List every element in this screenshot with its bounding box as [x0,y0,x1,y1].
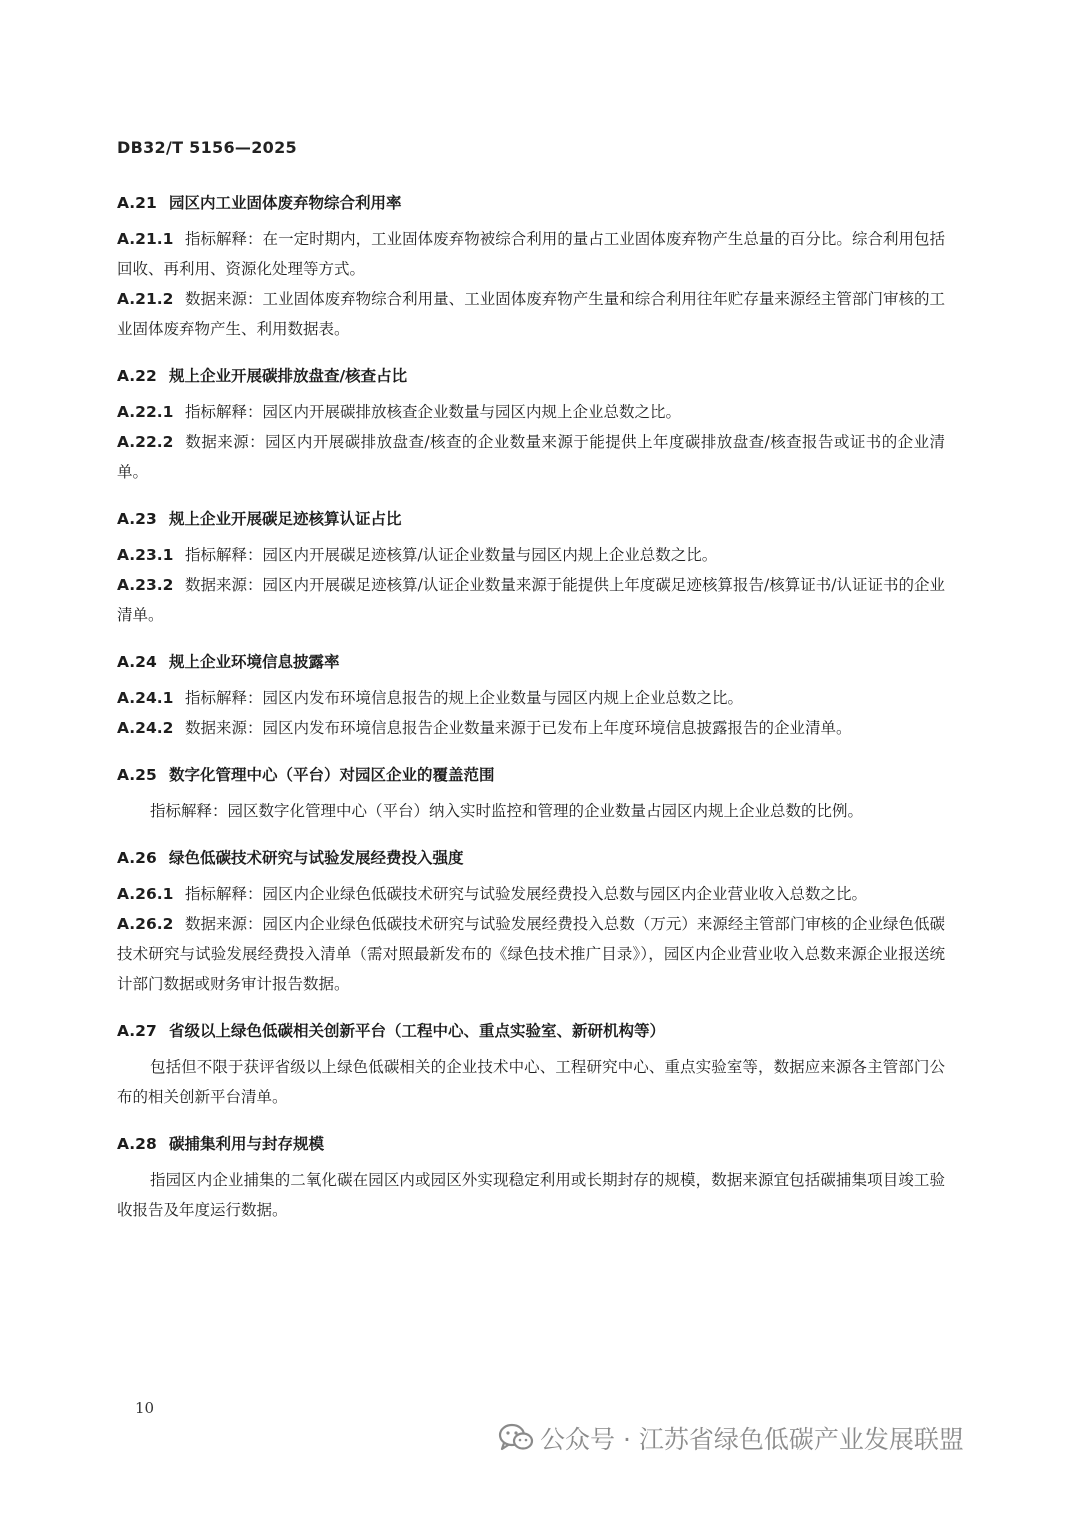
section-number: A.28 [117,1135,157,1153]
section-title [117,843,945,873]
clause-number: A.26.2 [117,915,174,933]
section-number: A.23 [117,510,157,528]
clause [117,1165,945,1225]
section-heading: 数字化管理中心（平台）对园区企业的覆盖范围 [169,766,495,784]
section-number: A.25 [117,766,157,784]
wechat-icon [498,1423,534,1453]
section-number: A.27 [117,1022,157,1040]
page-number: 10 [135,1399,155,1417]
section-title [117,647,945,677]
section-number: A.22 [117,367,157,385]
section-a28 [117,1129,945,1225]
clause [117,540,945,570]
section-title [117,1129,945,1159]
section-title [117,760,945,790]
section-heading: 绿色低碳技术研究与试验发展经费投入强度 [169,849,464,867]
clause-number: A.21.2 [117,290,174,308]
clause-number: A.23.1 [117,546,174,564]
clause [117,909,945,999]
clause-text: 指标解释：园区内开展碳足迹核算/认证企业数量与园区内规上企业总数之比。 [185,546,718,564]
clause-text: 指标解释：园区内发布环境信息报告的规上企业数量与园区内规上企业总数之比。 [185,689,744,707]
clause [117,570,945,630]
section-title [117,188,945,218]
section-heading: 碳捕集利用与封存规模 [169,1135,325,1153]
section-title [117,504,945,534]
clause [117,224,945,284]
clause-text: 数据来源：园区内开展碳足迹核算/认证企业数量来源于能提供上年度碳足迹核算报告/核算证书/认证证书的企业清单。 [117,576,945,624]
section-heading: 省级以上绿色低碳相关创新平台（工程中心、重点实验室、新研机构等） [169,1022,666,1040]
standard-code: DB32/T 5156—2025 [117,138,297,157]
clause [117,796,945,826]
section-a21 [117,188,945,344]
clause-text: 包括但不限于获评省级以上绿色低碳相关的企业技术中心、工程研究中心、重点实验室等，数据应来源各主管部门公布的相关创新平台清单。 [117,1058,945,1106]
section-a24 [117,647,945,743]
clause-number: A.24.2 [117,719,174,737]
clause-text: 指标解释：园区内企业绿色低碳技术研究与试验发展经费投入总数与园区内企业营业收入总数之比。 [185,885,868,903]
clause [117,879,945,909]
clause-number: A.26.1 [117,885,174,903]
clause-number: A.22.1 [117,403,174,421]
clause-text: 数据来源：园区内发布环境信息报告企业数量来源于已发布上年度环境信息披露报告的企业清单。 [185,719,852,737]
clause-number: A.22.2 [117,433,174,451]
watermark-text: 公众号 · 江苏省绿色低碳产业发展联盟 [540,1425,964,1454]
section-title [117,1016,945,1046]
clause [117,284,945,344]
section-a26 [117,843,945,999]
section-a23 [117,504,945,630]
clause-text: 指标解释：园区内开展碳排放核查企业数量与园区内规上企业总数之比。 [185,403,682,421]
clause [117,713,945,743]
section-heading: 规上企业开展碳足迹核算认证占比 [169,510,402,528]
clause-text: 数据来源：园区内企业绿色低碳技术研究与试验发展经费投入总数（万元）来源经主管部门审核的企业绿色低碳技术研究与试验发展经费投入清单（需对照最新发布的《绿色技术推广目录》），园区内企业营业收入总数来源企业报送统计部门数据或财务审计报告数据。 [117,915,945,993]
clause [117,1052,945,1112]
clause-text: 指园区内企业捕集的二氧化碳在园区内或园区外实现稳定利用或长期封存的规模，数据来源宜包括碳捕集项目竣工验收报告及年度运行数据。 [117,1171,945,1219]
section-a25 [117,760,945,826]
section-heading: 规上企业环境信息披露率 [169,653,340,671]
section-a22 [117,361,945,487]
section-number: A.24 [117,653,157,671]
clause [117,683,945,713]
section-number: A.26 [117,849,157,867]
section-title [117,361,945,391]
document-body [117,188,945,1242]
clause-number: A.24.1 [117,689,174,707]
clause [117,397,945,427]
clause-text: 指标解释：在一定时期内，工业固体废弃物被综合利用的量占工业固体废弃物产生总量的百分比。综合利用包括回收、再利用、资源化处理等方式。 [117,230,945,278]
clause-text: 数据来源：工业固体废弃物综合利用量、工业固体废弃物产生量和综合利用往年贮存量来源经主管部门审核的工业固体废弃物产生、利用数据表。 [117,290,945,338]
section-heading: 规上企业开展碳排放盘查/核查占比 [169,367,408,385]
clause-text: 指标解释：园区数字化管理中心（平台）纳入实时监控和管理的企业数量占园区内规上企业总数的比例。 [150,802,864,820]
section-heading: 园区内工业固体废弃物综合利用率 [169,194,402,212]
watermark [498,1420,964,1456]
clause-text: 数据来源：园区内开展碳排放盘查/核查的企业数量来源于能提供上年度碳排放盘查/核查报告或证书的企业清单。 [117,433,945,481]
clause [117,427,945,487]
clause-number: A.21.1 [117,230,174,248]
section-a27 [117,1016,945,1112]
section-number: A.21 [117,194,157,212]
clause-number: A.23.2 [117,576,174,594]
